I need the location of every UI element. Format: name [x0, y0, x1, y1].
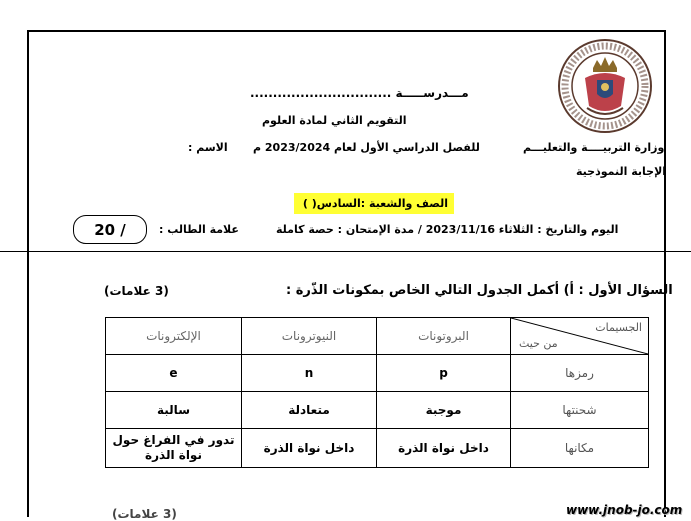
- page-frame-top: [27, 30, 666, 32]
- score-box: [73, 215, 147, 244]
- table-row: [106, 355, 649, 392]
- website-watermark: www.jnob-jo.com: [566, 503, 683, 517]
- page-frame-right: [664, 30, 666, 517]
- cell-charge-protons: موجبة: [377, 392, 511, 429]
- question-1-title: السؤال الأول : أ) أكمل الجدول التالي الخاص بمكونات الذّرة :: [286, 283, 673, 298]
- score-value: 20 /: [94, 220, 126, 239]
- ministry-logo-icon: [557, 38, 653, 134]
- class-section-label: الصف والشعبة :السادس( ): [302, 197, 448, 210]
- class-section-box: [294, 193, 454, 214]
- row-label-symbol: رمزها: [511, 355, 649, 392]
- cell-charge-neutrons: متعادلة: [242, 392, 377, 429]
- exam-title: التقويم الثاني لمادة العلوم: [262, 114, 407, 127]
- cell-location-electrons: تدور في الفراغ حول نواة الذرة: [106, 429, 242, 468]
- corner-top-label: الجسيمات: [595, 321, 642, 334]
- table-corner-cell: [511, 318, 649, 355]
- semester-line: للفصل الدراسي الأول لعام 2023/2024 م: [253, 141, 480, 154]
- date-duration-line: اليوم والتاريخ : الثلاثاء 2023/11/16 / مدة الإمتحان : حصة كاملة: [276, 223, 619, 236]
- question-1-marks: (3 علامات): [104, 284, 169, 298]
- next-question-marks: (3 علامات): [112, 507, 177, 521]
- cell-charge-electrons: سالبة: [106, 392, 242, 429]
- cell-location-neutrons: داخل نواة الذرة: [242, 429, 377, 468]
- table-row: [106, 429, 649, 468]
- table-row: [106, 392, 649, 429]
- page-frame-left: [27, 30, 29, 517]
- cell-location-protons: داخل نواة الذرة: [377, 429, 511, 468]
- school-name-line: مـــدرســـــة ...............................: [250, 86, 469, 100]
- column-header-protons: البروتونات: [377, 318, 511, 355]
- header-divider: [0, 251, 691, 252]
- corner-bottom-label: من حيث: [519, 337, 558, 351]
- table-header-row: [106, 318, 649, 355]
- atom-components-table: [105, 317, 649, 468]
- model-answer-label: الإجابة النموذجية: [576, 165, 667, 178]
- ministry-name: وزارة التربيــــة والتعليـــم: [523, 141, 665, 154]
- cell-symbol-neutrons: n: [242, 355, 377, 392]
- cell-symbol-electrons: e: [106, 355, 242, 392]
- row-label-charge: شحنتها: [511, 392, 649, 429]
- row-label-location: مكانها: [511, 429, 649, 468]
- student-score-label: علامة الطالب :: [159, 223, 239, 236]
- cell-symbol-protons: p: [377, 355, 511, 392]
- column-header-electrons: الإلكترونات: [106, 318, 242, 355]
- student-name-label: الاسم :: [188, 141, 228, 154]
- column-header-neutrons: النيوترونات: [242, 318, 377, 355]
